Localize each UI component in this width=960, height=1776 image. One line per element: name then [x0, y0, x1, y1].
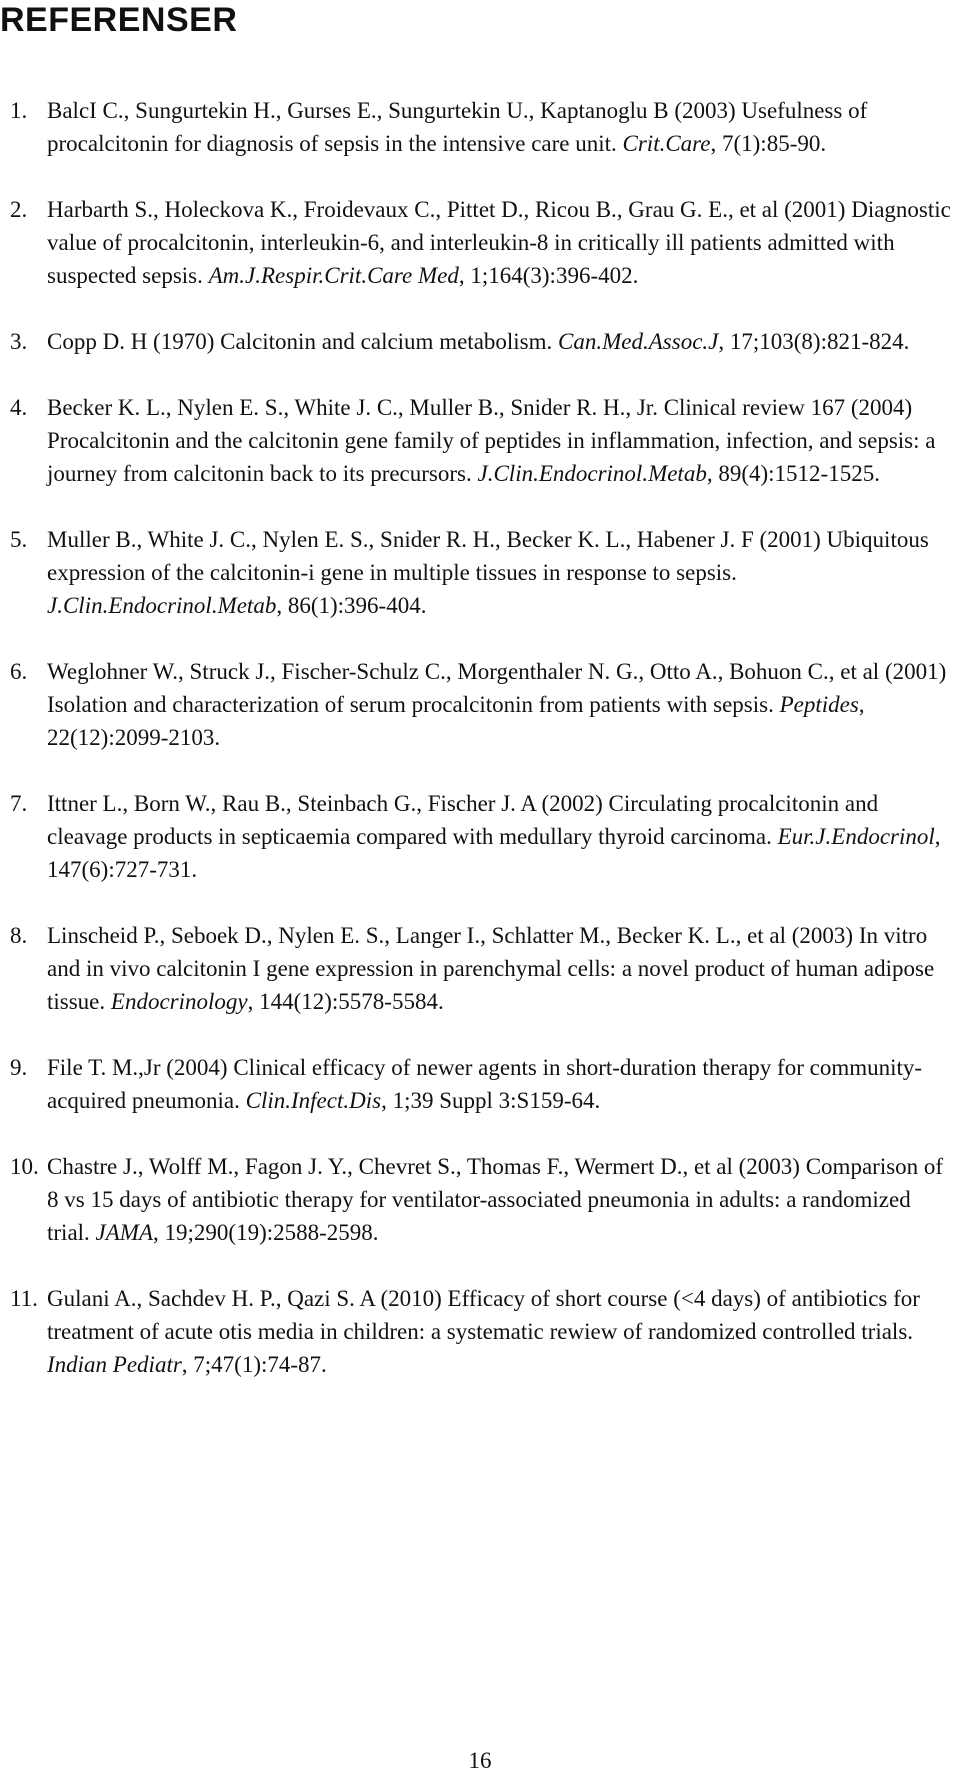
reference-number: 4. — [10, 395, 28, 420]
reference-list — [10, 94, 955, 1414]
reference-text — [47, 391, 955, 490]
reference-number: 1. — [10, 98, 28, 123]
reference-citation: , 144(12):5578-5584. — [247, 989, 444, 1014]
reference-text — [47, 787, 955, 886]
reference-number: 9. — [10, 1055, 28, 1080]
reference-citation: , 89(4):1512-1525. — [706, 461, 880, 486]
reference-citation: , 147(6):727-731. — [47, 824, 941, 882]
reference-number: 6. — [10, 659, 28, 684]
reference-body: Chastre J., Wolff M., Fagon J. Y., Chevret S., Thomas F., Wermert D., et al (2003) Comparison of 8 vs 15 days of antibiotic therapy for ventilator-associated pneumonia in adults: a randomized trial. — [47, 1154, 944, 1245]
reference-item-6 — [10, 655, 955, 754]
reference-item-3 — [10, 325, 955, 358]
reference-journal: Crit.Care — [622, 131, 711, 156]
reference-text — [47, 193, 955, 292]
reference-body: Ittner L., Born W., Rau B., Steinbach G., Fischer J. A (2002) Circulating procalcitonin and cleavage products in septicaemia compared with medullary thyroid carcinoma. — [47, 791, 879, 849]
reference-body: Becker K. L., Nylen E. S., White J. C., Muller B., Snider R. H., Jr. Clinical review 167 (2004) Procalcitonin and the calcitonin gene family of peptides in inflammation, infection, and sepsis: a journey from calcitonin back to its precursors. — [47, 395, 936, 486]
reference-text — [47, 1282, 955, 1381]
reference-item-10 — [10, 1150, 955, 1249]
reference-body: Muller B., White J. C., Nylen E. S., Snider R. H., Becker K. L., Habener J. F (2001) Ubiquitous expression of the calcitonin-i gene in multiple tissues in response to sepsis. — [47, 527, 929, 585]
reference-number: 5. — [10, 527, 28, 552]
reference-text — [47, 655, 955, 754]
reference-citation: , 19;290(19):2588-2598. — [153, 1220, 379, 1245]
reference-body: File T. M.,Jr (2004) Clinical efficacy of newer agents in short-duration therapy for community-acquired pneumonia. — [47, 1055, 923, 1113]
reference-citation: , 7;47(1):74-87. — [181, 1352, 327, 1377]
reference-number: 8. — [10, 923, 28, 948]
reference-body: Harbarth S., Holeckova K., Froidevaux C., Pittet D., Ricou B., Grau G. E., et al (2001) Diagnostic value of procalcitonin, interleukin-6, and interleukin-8 in critically ill patients admitted with suspected sepsis. — [47, 197, 951, 288]
reference-citation: , 86(1):396-404. — [276, 593, 427, 618]
reference-citation: , 7(1):85-90. — [710, 131, 827, 156]
page-title: REFERENSER — [0, 1, 238, 39]
reference-item-8 — [10, 919, 955, 1018]
reference-number: 3. — [10, 329, 28, 354]
reference-body: Copp D. H (1970) Calcitonin and calcium metabolism. — [47, 329, 559, 354]
reference-body: Linscheid P., Seboek D., Nylen E. S., Langer I., Schlatter M., Becker K. L., et al (2003) In vitro and in vivo calcitonin I gene expression in parenchymal cells: a novel product of human adipose tissue. — [47, 923, 935, 1014]
reference-journal: J.Clin.Endocrinol.Metab — [47, 593, 277, 618]
reference-citation: , 1;164(3):396-402. — [458, 263, 639, 288]
reference-item-4 — [10, 391, 955, 490]
reference-item-7 — [10, 787, 955, 886]
reference-number: 7. — [10, 791, 28, 816]
reference-text — [47, 94, 955, 160]
reference-number: 10. — [10, 1154, 39, 1179]
page-number: 16 — [468, 1748, 492, 1773]
reference-item-11 — [10, 1282, 955, 1381]
reference-journal: Peptides — [779, 692, 859, 717]
reference-item-1 — [10, 94, 955, 160]
reference-journal: Indian Pediatr — [47, 1352, 182, 1377]
reference-journal: Can.Med.Assoc.J — [558, 329, 719, 354]
reference-journal: J.Clin.Endocrinol.Metab — [477, 461, 707, 486]
reference-text — [47, 325, 955, 358]
reference-item-9 — [10, 1051, 955, 1117]
reference-text — [47, 919, 955, 1018]
reference-item-2 — [10, 193, 955, 292]
reference-text — [47, 523, 955, 622]
reference-journal: Clin.Infect.Dis — [245, 1088, 382, 1113]
reference-journal: JAMA — [95, 1220, 154, 1245]
reference-journal: Eur.J.Endocrinol — [777, 824, 935, 849]
reference-citation: , 17;103(8):821-824. — [718, 329, 910, 354]
reference-text — [47, 1150, 955, 1249]
reference-number: 2. — [10, 197, 28, 222]
reference-journal: Am.J.Respir.Crit.Care Med — [208, 263, 459, 288]
reference-body: Gulani A., Sachdev H. P., Qazi S. A (2010) Efficacy of short course (<4 days) of antibiotics for treatment of acute otis media in children: a systematic rewiew of randomized controlled trials. — [47, 1286, 920, 1344]
reference-text — [47, 1051, 955, 1117]
reference-body: Weglohner W., Struck J., Fischer-Schulz C., Morgenthaler N. G., Otto A., Bohuon C., et al (2001) Isolation and characterization of serum procalcitonin from patients with sepsis. — [47, 659, 947, 717]
reference-body: BalcI C., Sungurtekin H., Gurses E., Sungurtekin U., Kaptanoglu B (2003) Usefulness of procalcitonin for diagnosis of sepsis in the intensive care unit. — [47, 98, 868, 156]
reference-citation: , 22(12):2099-2103. — [47, 692, 865, 750]
reference-journal: Endocrinology — [110, 989, 248, 1014]
reference-item-5 — [10, 523, 955, 622]
reference-citation: , 1;39 Suppl 3:S159-64. — [381, 1088, 601, 1113]
reference-number: 11. — [10, 1286, 38, 1311]
